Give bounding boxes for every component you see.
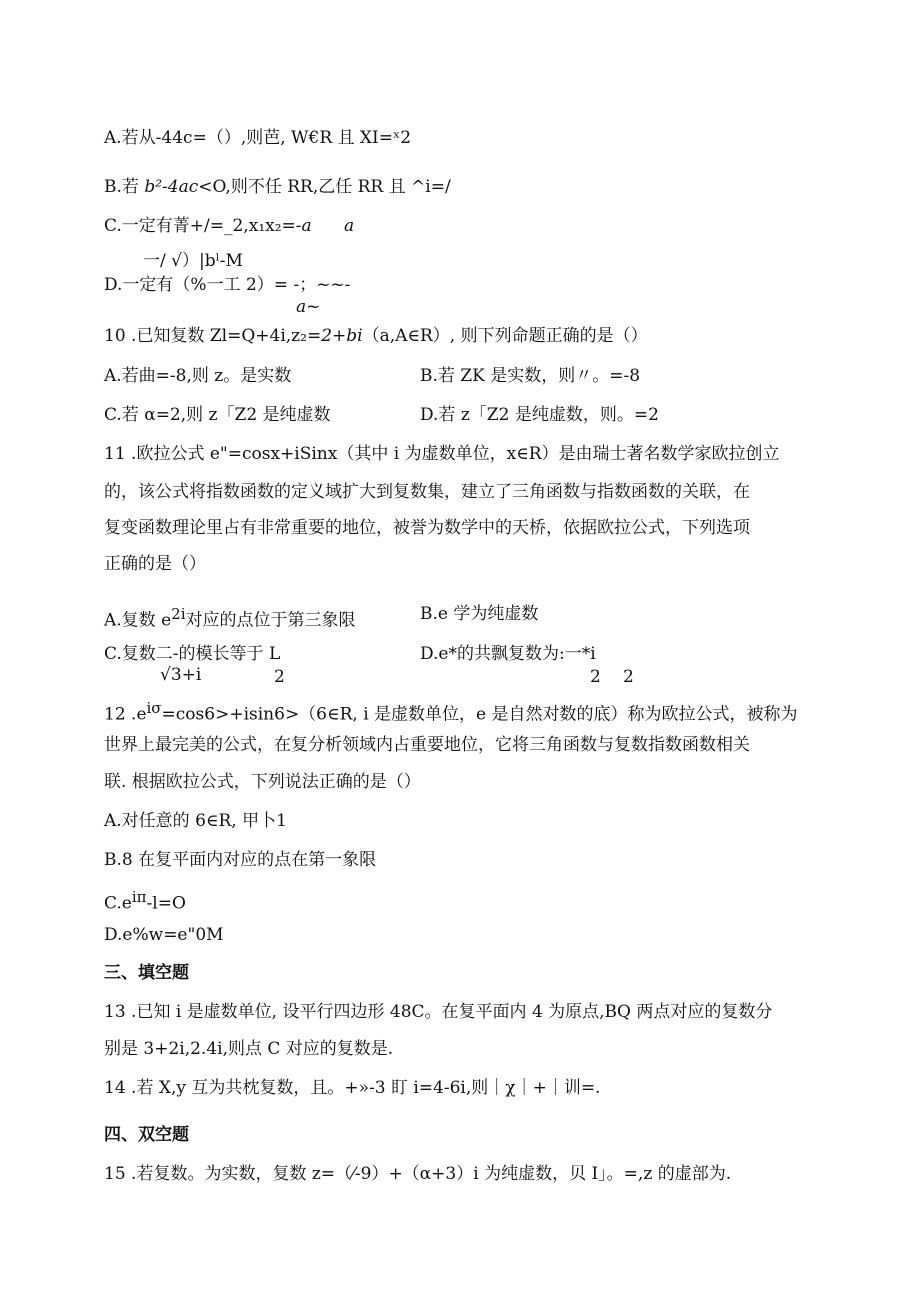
q9-option-b-expression: b²-4ac [144,177,199,197]
q10-option-c: C.若 α=2,则 z「Z2 是纯虚数 [104,405,331,425]
q11-option-a-prefix: A.复数 e [104,610,172,631]
q9-option-d-underline: a~ [296,297,321,317]
q10-option-a: A.若曲=-8,则 z。是实数 [104,366,292,386]
q11-option-a-exponent: 2i [171,605,186,623]
q15-stem: 15 .若复数。为实数，复数 z=（⁄-9）+（α+3）i 为纯虚数，贝 I」。=,z 的虚部为. [104,1164,732,1184]
q11-option-b: B.e 学为纯虚数 [420,604,539,624]
q11-stem-line-2: 的，该公式将指数函数的定义域扩大到复数集，建立了三角函数与指数函数的关联，在 [104,482,750,502]
q11-stem-line-3: 复变函数理论里占有非常重要的地位，被誉为数学中的天桥，依据欧拉公式，下列选项 [104,518,750,538]
q9-option-b-prefix: B.若 [104,177,145,197]
q12-option-c-suffix: -l=O [146,893,186,914]
q10-option-d: D.若 z「Z2 是纯虚数，则。=2 [420,405,659,425]
q11-option-d-denominator-2: 2 [623,667,634,687]
section-double-blank-title: 四、双空题 [104,1125,189,1145]
q9-option-b [104,176,451,198]
q9-option-c-fraction-denominator: a [344,216,355,236]
q11-option-d: D.e*的共飘复数为:一*i [420,644,596,664]
q12-option-b: B.8 在复平面内对应的点在第一象限 [104,850,377,870]
q9-option-d-overline: 一/ √）|bˡ-M [143,251,243,271]
q12-option-a: A.对任意的 6∈R, 甲卜1 [104,811,287,831]
q11-stem-line-4: 正确的是（） [104,554,206,574]
q11-option-c-denominator-2: 2 [274,667,285,687]
q9-option-a [104,127,411,149]
q12-stem-line-2: 世界上最完美的公式，在复分析领域内占重要地位，它将三角函数与复数指数函数相关 [104,735,750,755]
q9-option-c-prefix: C.一定有菁+/=_2,x₁x₂= [104,216,296,236]
q12-stem-line-3: 联. 根据欧拉公式，下列说法正确的是（） [104,772,421,792]
q14-stem: 14 .若 X,y 互为共枕复数，且。+»-3 盯 i=4-6i,则｜χ｜+｜训=. [104,1078,601,1098]
q10-stem-expression: 2+bi [321,326,363,346]
q13-stem-line-1: 13 .已知 i 是虚数单位, 设平行四边形 48C。在复平面内 4 为原点,BQ 两点对应的复数分 [104,1002,773,1022]
q13-stem-line-2: 别是 3+2i,2.4i,则点 C 对应的复数是. [104,1039,394,1059]
q12-stem-prefix: 12 .e [104,704,147,725]
q11-option-a-suffix: 对应的点位于第三象限 [185,610,356,631]
q9-option-a-text: A.若从-44c=（）,则芭, W€R 且 XI=ˣ2 [104,128,412,148]
q10-stem-prefix: 10 .已知复数 Zl=Q+4i,z₂= [104,326,322,346]
q11-option-a [104,603,356,632]
q11-option-d-denominator-1: 2 [590,667,601,687]
q12-stem-exponent: iσ [146,699,162,717]
q9-option-d: D.一定有（%一工 2）= -；~~- [104,275,351,295]
q10-stem-suffix: （a,A∈R）, 则下列命题正确的是（） [362,326,648,346]
q9-option-c [104,215,312,237]
q12-option-c [104,886,186,915]
q11-option-c: C.复数二-的模长等于 L [104,644,281,664]
q11-option-c-denominator: √3+i [160,665,202,685]
q12-option-d: D.e%w=e"0M [104,925,224,945]
q9-option-c-expression: -a [295,216,312,236]
q12-option-c-exponent: iπ [131,888,147,906]
q12-stem-suffix: =cos6>+isin6>（6∈R, i 是虚数单位，e 是自然对数的底）称为欧拉公式，被称为 [161,704,798,725]
q11-stem-line-1: 11 .欧拉公式 e"=cosx+iSinx（其中 i 为虚数单位，x∈R）是由瑞士著名数学家欧拉创立 [104,444,780,464]
q12-stem-line-1 [104,697,798,726]
section-fill-blank-title: 三、填空题 [104,963,189,983]
q10-option-b: B.若 ZK 是实数，则〃。=-8 [420,366,641,386]
q12-option-c-prefix: C.e [104,893,132,914]
q9-option-b-suffix: <O,则不任 RR,乙任 RR 且 ^i=/ [198,177,451,197]
q10-stem [104,325,648,347]
